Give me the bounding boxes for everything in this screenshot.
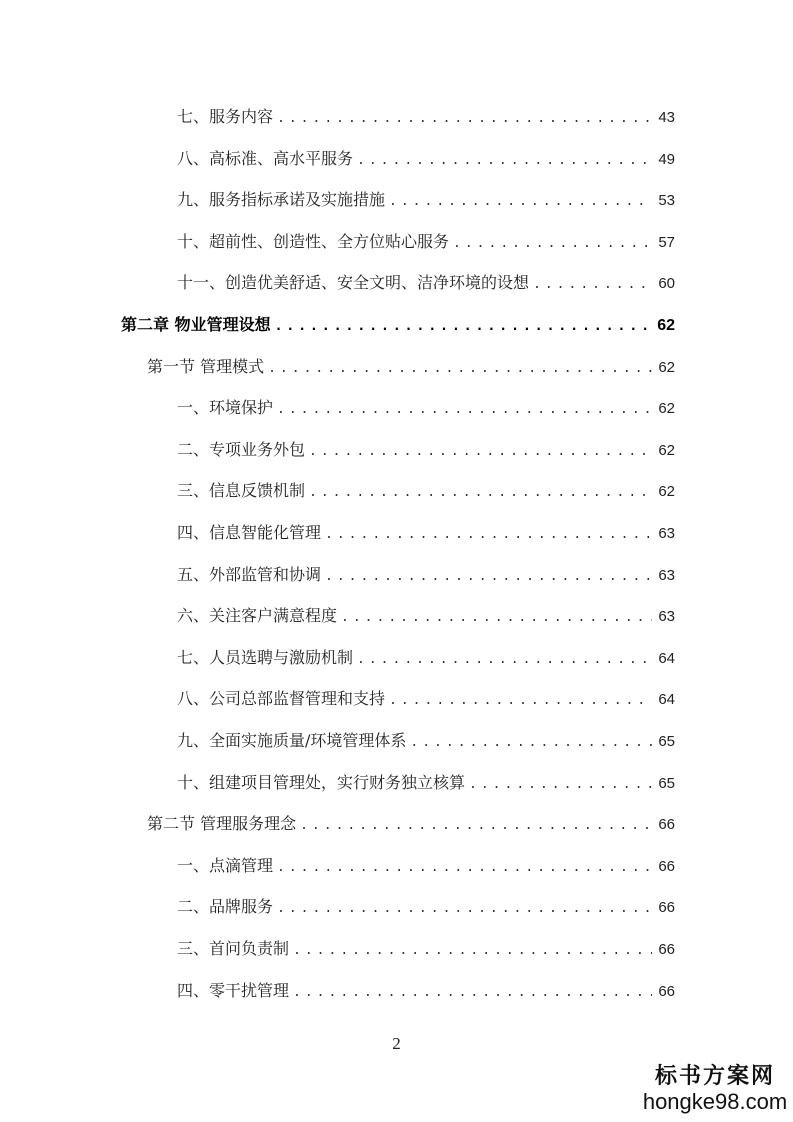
toc-entry-title: 七、服务内容 — [177, 107, 274, 126]
toc-dot-leader — [325, 524, 652, 546]
toc-entry[interactable] — [177, 106, 675, 128]
watermark-name: 标书方案网 — [654, 1063, 775, 1089]
toc-entry[interactable] — [177, 647, 675, 669]
toc-page-number: 43 — [658, 109, 675, 126]
toc-dot-leader — [277, 898, 652, 920]
toc-entry-title: 十一、创造优美舒适、安全文明、洁净环境的设想 — [177, 273, 530, 292]
toc-page-number: 66 — [658, 983, 675, 1000]
toc-entry-title: 十、组建项目管理处，实行财务独立核算 — [177, 773, 466, 792]
toc-entry-title: 二、专项业务外包 — [177, 440, 306, 459]
toc-page-number: 62 — [658, 442, 675, 459]
toc-dot-leader — [325, 566, 652, 588]
toc-entry[interactable] — [177, 231, 675, 253]
toc-dot-leader — [469, 774, 652, 796]
toc-dot-leader — [268, 358, 652, 380]
toc-entry[interactable] — [177, 522, 675, 544]
toc-entry-title: 四、信息智能化管理 — [177, 523, 322, 542]
toc-dot-leader — [410, 732, 652, 754]
toc-entry[interactable] — [177, 938, 675, 960]
toc-entry[interactable] — [177, 480, 675, 502]
toc-page-number: 62 — [658, 400, 675, 417]
toc-page-number: 63 — [658, 525, 675, 542]
toc-entry[interactable] — [177, 605, 675, 627]
toc-page-number: 63 — [658, 567, 675, 584]
toc-page-number: 64 — [658, 691, 675, 708]
toc-entry[interactable] — [177, 772, 675, 794]
toc-entry-title: 六、关注客户满意程度 — [177, 606, 338, 625]
toc-dot-leader — [309, 482, 652, 504]
toc-dot-leader — [293, 982, 652, 1004]
toc-entry-title: 九、服务指标承诺及实施措施 — [177, 190, 386, 209]
toc-entry[interactable] — [177, 730, 675, 752]
toc-entry-title: 第一节 管理模式 — [147, 357, 265, 376]
toc-section-entry[interactable] — [147, 813, 675, 835]
toc-chapter-entry[interactable] — [121, 314, 675, 336]
toc-entry-title: 一、环境保护 — [177, 398, 274, 417]
toc-dot-leader — [389, 191, 652, 213]
toc-dot-leader — [453, 233, 652, 255]
toc-entry-title: 三、首问负责制 — [177, 939, 290, 958]
toc-page-number: 66 — [658, 941, 675, 958]
toc-page-number: 65 — [658, 733, 675, 750]
toc-page-number: 62 — [658, 483, 675, 500]
toc-dot-leader — [357, 150, 652, 172]
toc-page-number: 60 — [658, 275, 675, 292]
toc-dot-leader — [357, 649, 652, 671]
toc-entry-title: 八、公司总部监督管理和支持 — [177, 689, 386, 708]
toc-entry[interactable] — [177, 397, 675, 419]
toc-page-number: 57 — [658, 234, 675, 251]
toc-dot-leader — [275, 316, 652, 338]
toc-entry-title: 九、全面实施质量/环境管理体系 — [177, 731, 407, 750]
toc-page-number: 62 — [657, 317, 675, 334]
toc-entry-title: 八、高标准、高水平服务 — [177, 149, 354, 168]
toc-dot-leader — [533, 274, 652, 296]
toc-page-number: 62 — [658, 359, 675, 376]
toc-entry[interactable] — [177, 272, 675, 294]
toc-dot-leader — [389, 690, 652, 712]
toc-entry[interactable] — [177, 148, 675, 170]
toc-entry-title: 十、超前性、创造性、全方位贴心服务 — [177, 232, 450, 251]
toc-entry-title: 七、人员选聘与激励机制 — [177, 648, 354, 667]
toc-page-number: 65 — [658, 775, 675, 792]
toc-page-number: 64 — [658, 650, 675, 667]
toc-entry-title: 第二节 管理服务理念 — [147, 814, 297, 833]
toc-entry[interactable] — [177, 564, 675, 586]
watermark-logo — [640, 1065, 790, 1113]
toc-dot-leader — [300, 815, 652, 837]
toc-page-number: 63 — [658, 608, 675, 625]
watermark-url: hongke98.com — [642, 1089, 788, 1114]
toc-page-number: 66 — [658, 899, 675, 916]
toc-entry-title: 第二章 物业管理设想 — [121, 315, 271, 334]
toc-page-number: 49 — [658, 151, 675, 168]
toc-entry[interactable] — [177, 980, 675, 1002]
toc-entry[interactable] — [177, 855, 675, 877]
toc-dot-leader — [277, 857, 652, 879]
toc-entry-title: 四、零干扰管理 — [177, 981, 290, 1000]
toc-entry[interactable] — [177, 439, 675, 461]
toc-dot-leader — [293, 940, 652, 962]
toc-dot-leader — [341, 607, 652, 629]
toc-page-number: 66 — [658, 816, 675, 833]
toc-entry[interactable] — [177, 189, 675, 211]
toc-dot-leader — [309, 441, 652, 463]
toc-page-number: 66 — [658, 858, 675, 875]
toc-entry[interactable] — [177, 896, 675, 918]
toc-section-entry[interactable] — [147, 356, 675, 378]
toc-page-number: 53 — [658, 192, 675, 209]
toc-dot-leader — [277, 399, 652, 421]
toc-entry-title: 五、外部监管和协调 — [177, 565, 322, 584]
toc-entry-title: 二、品牌服务 — [177, 897, 274, 916]
toc-entry-title: 三、信息反馈机制 — [177, 481, 306, 500]
toc-dot-leader — [277, 108, 652, 130]
toc-entry-title: 一、点滴管理 — [177, 856, 274, 875]
footer-page-number: 2 — [392, 1034, 401, 1053]
toc-entry[interactable] — [177, 688, 675, 710]
